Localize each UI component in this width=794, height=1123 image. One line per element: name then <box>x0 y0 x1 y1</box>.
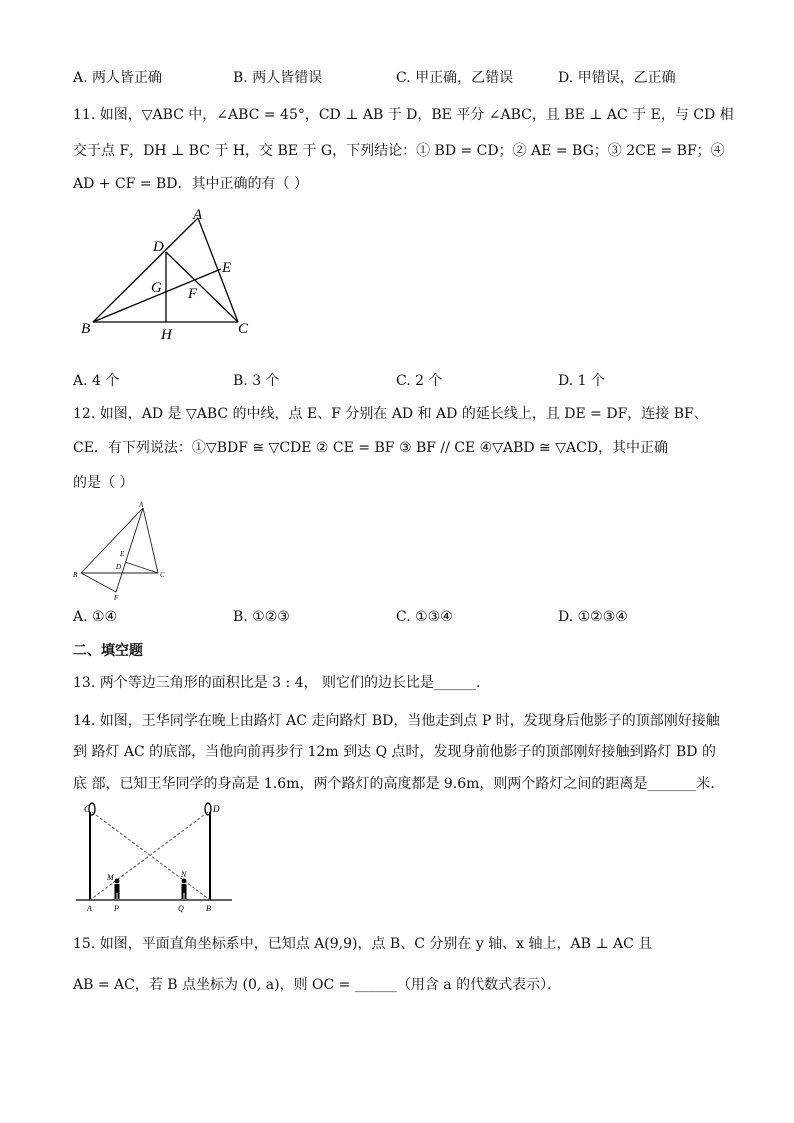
q15-stem-line2: AB = AC，若 B 点坐标为 (0, a)，则 OC = ______（用含 a 的代数式表示）． <box>73 977 562 993</box>
q11-options <box>73 370 733 390</box>
q12-stem-line2: CE．有下列说法：①▽BDF ≅ ▽CDE ② CE = BF ③ BF // CE ④▽ABD ≅ ▽ACD，其中正确 <box>73 440 669 456</box>
q12-stem-line3: 的是（ ） <box>73 475 134 491</box>
q10-option-a[interactable]: A. 两人皆正确 <box>73 70 163 86</box>
q10-option-d[interactable]: D. 甲错误，乙正确 <box>558 70 676 86</box>
q14-ray-c <box>92 812 210 900</box>
person-icon <box>115 879 120 899</box>
q11-label: E <box>222 260 232 276</box>
q11-segment-ba <box>93 218 198 322</box>
q14-ray-d <box>90 812 208 900</box>
q11-triangle-figure <box>75 200 260 345</box>
q11-option-d[interactable]: D. 1 个 <box>558 373 605 389</box>
q12-option-b[interactable]: B. ①②③ <box>233 609 290 625</box>
q11-stem-line1: 11. 如图，▽ABC 中，∠ABC = 45°，CD ⊥ AB 于 D，BE 平分 ∠ABC，且 BE ⊥ AC 于 E，与 CD 相 <box>73 107 734 123</box>
q11-option-a[interactable]: A. 4 个 <box>73 373 120 389</box>
q14-label: M <box>107 873 114 882</box>
q11-option-c[interactable]: C. 2 个 <box>396 373 443 389</box>
q13-stem: 13. 两个等边三角形的面积比是 3 : 4， 则它们的边长比是______． <box>73 675 491 691</box>
q12-option-a[interactable]: A. ①④ <box>73 609 118 625</box>
q12-segment-bf <box>81 573 116 592</box>
q14-label: C <box>84 804 91 814</box>
q12-segment-ba <box>81 508 143 573</box>
q11-label: A <box>193 207 203 223</box>
q12-label: B <box>73 571 78 579</box>
q11-label: H <box>161 327 172 343</box>
q12-label: F <box>114 594 119 602</box>
q11-label: B <box>81 321 91 337</box>
q12-option-c[interactable]: C. ①③④ <box>396 609 453 625</box>
q12-options <box>73 609 733 629</box>
q12-stem-line1: 12. 如图，AD 是 ▽ABC 的中线，点 E、F 分别在 AD 和 AD 的延长线上，且 DE = DF，连接 BF、 <box>73 406 708 422</box>
q14-label: P <box>114 904 119 913</box>
q10-option-b[interactable]: B. 两人皆错误 <box>233 70 323 86</box>
q11-stem-line3: AD + CF = BD．其中正确的有（ ） <box>73 176 308 192</box>
q12-label: E <box>120 550 125 558</box>
q14-stem-line2: 到 路灯 AC 的底部，当他向前再步行 12m 到达 Q 点时，发现身前他影子的顶部刚好接触到路灯 BD 的 <box>73 744 716 760</box>
q14-stem-line3: 底 部，已知王华同学的身高是 1.6m，两个路灯的高度都是 9.6m，则两个路灯之间的距离是_______米． <box>73 776 725 792</box>
q14-label: A <box>87 904 92 913</box>
q12-segment-ce <box>125 562 158 573</box>
q11-option-b[interactable]: B. 3 个 <box>233 373 280 389</box>
q11-label: D <box>153 239 164 255</box>
section-title: 二、填空题 <box>73 643 143 659</box>
q14-label: B <box>206 904 211 913</box>
q14-stem-line1: 14. 如图，王华同学在晚上由路灯 AC 走向路灯 BD，当他走到点 P 时，发现身后他影子的顶部刚好接触 <box>73 713 720 729</box>
q14-label: N <box>181 870 187 879</box>
q11-label: G <box>151 280 162 296</box>
person-icon <box>182 879 187 899</box>
q12-triangle-figure <box>70 500 175 603</box>
q12-label: D <box>116 563 122 571</box>
q14-label: D <box>213 804 220 814</box>
q15-stem-line1: 15. 如图，平面直角坐标系中，已知点 A(9,9)，点 B、C 分别在 y 轴、x 轴上，AB ⊥ AC 且 <box>73 936 653 952</box>
q12-label: C <box>160 571 165 579</box>
q12-option-d[interactable]: D. ①②③④ <box>558 609 628 625</box>
q12-label: A <box>139 501 144 509</box>
q11-label: F <box>188 286 198 302</box>
q11-label: C <box>238 321 249 337</box>
q14-streetlight-figure <box>74 800 234 915</box>
q10-option-c[interactable]: C. 甲正确，乙错误 <box>396 70 514 86</box>
q10-options <box>73 67 733 87</box>
q12-segment-ac <box>143 508 158 573</box>
q14-label: Q <box>178 904 184 913</box>
q11-stem-line2: 交于点 F，DH ⊥ BC 于 H，交 BE 于 G，下列结论：① BD = CD；② AE = BG；③ 2CE = BF；④ <box>73 143 725 159</box>
